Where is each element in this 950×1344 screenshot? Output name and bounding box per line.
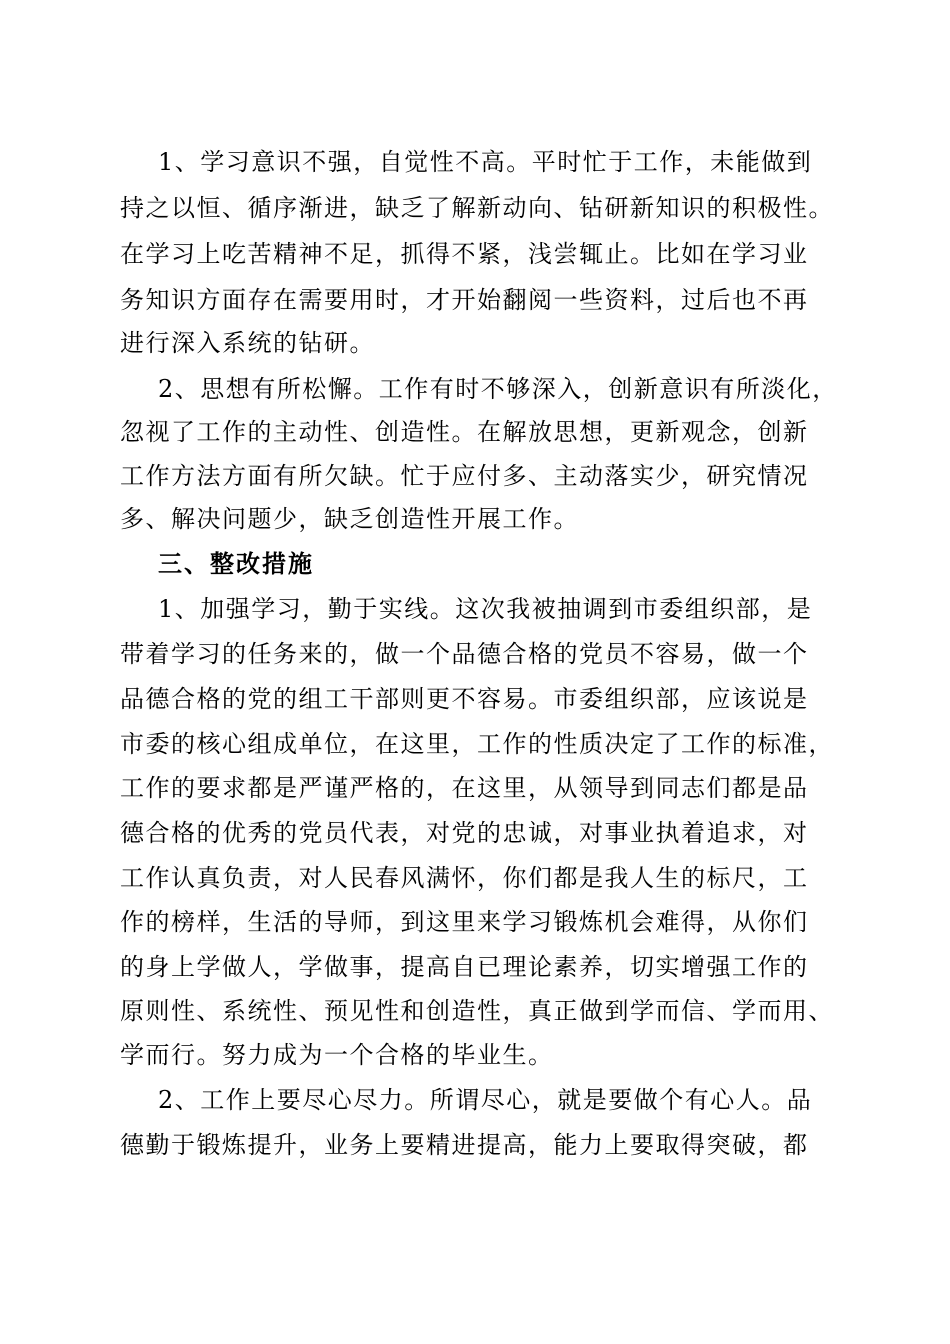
- text-line: 2、思想有所松懈。工作有时不够深入，创新意识有所淡化，: [158, 375, 838, 403]
- text-line: 德勤于锻炼提升，业务上要精进提高，能力上要取得突破，都: [120, 1131, 809, 1159]
- text-line: 品德合格的党的组工干部则更不容易。市委组织部，应该说是: [120, 685, 809, 713]
- text-line: 德合格的优秀的党员代表，对党的忠诚，对事业执着追求，对: [120, 819, 809, 847]
- text-line: 持之以恒、循序渐进，缺乏了解新动向、钻研新知识的积极性。: [120, 194, 834, 222]
- section-heading: 三、整改措施: [158, 550, 314, 578]
- text-line: 带着学习的任务来的，做一个品德合格的党员不容易，做一个: [120, 640, 809, 668]
- text-line: 作的榜样，生活的导师，到这里来学习锻炼机会难得，从你们: [120, 908, 809, 936]
- text-line: 的身上学做人，学做事，提高自已理论素养，切实增强工作的: [120, 953, 809, 981]
- text-line: 忽视了工作的主动性、创造性。在解放思想，更新观念，创新: [120, 418, 809, 446]
- text-line: 1、学习意识不强，自觉性不高。平时忙于工作，未能做到: [158, 148, 813, 176]
- text-line: 在学习上吃苦精神不足，抓得不紧，浅尝辄止。比如在学习业: [120, 240, 809, 268]
- text-line: 原则性、系统性、预见性和创造性，真正做到学而信、学而用、: [120, 997, 834, 1025]
- text-line: 市委的核心组成单位，在这里，工作的性质决定了工作的标准，: [120, 730, 834, 758]
- text-line: 务知识方面存在需要用时，才开始翻阅一些资料，过后也不再: [120, 286, 809, 314]
- text-line: 工作的要求都是严谨严格的，在这里，从领导到同志们都是品: [120, 774, 809, 802]
- text-line: 学而行。努力成为一个合格的毕业生。: [120, 1041, 554, 1069]
- text-line: 工作方法方面有所欠缺。忙于应付多、主动落实少，研究情况: [120, 462, 809, 490]
- text-line: 2、工作上要尽心尽力。所谓尽心，就是要做个有心人。品: [158, 1086, 813, 1114]
- text-line: 1、加强学习，勤于实线。这次我被抽调到市委组织部，是: [158, 595, 813, 623]
- text-line: 多、解决问题少，缺乏创造性开展工作。: [120, 505, 579, 533]
- text-line: 工作认真负责，对人民春风满怀，你们都是我人生的标尺，工: [120, 864, 809, 892]
- text-line: 进行深入系统的钻研。: [120, 329, 375, 357]
